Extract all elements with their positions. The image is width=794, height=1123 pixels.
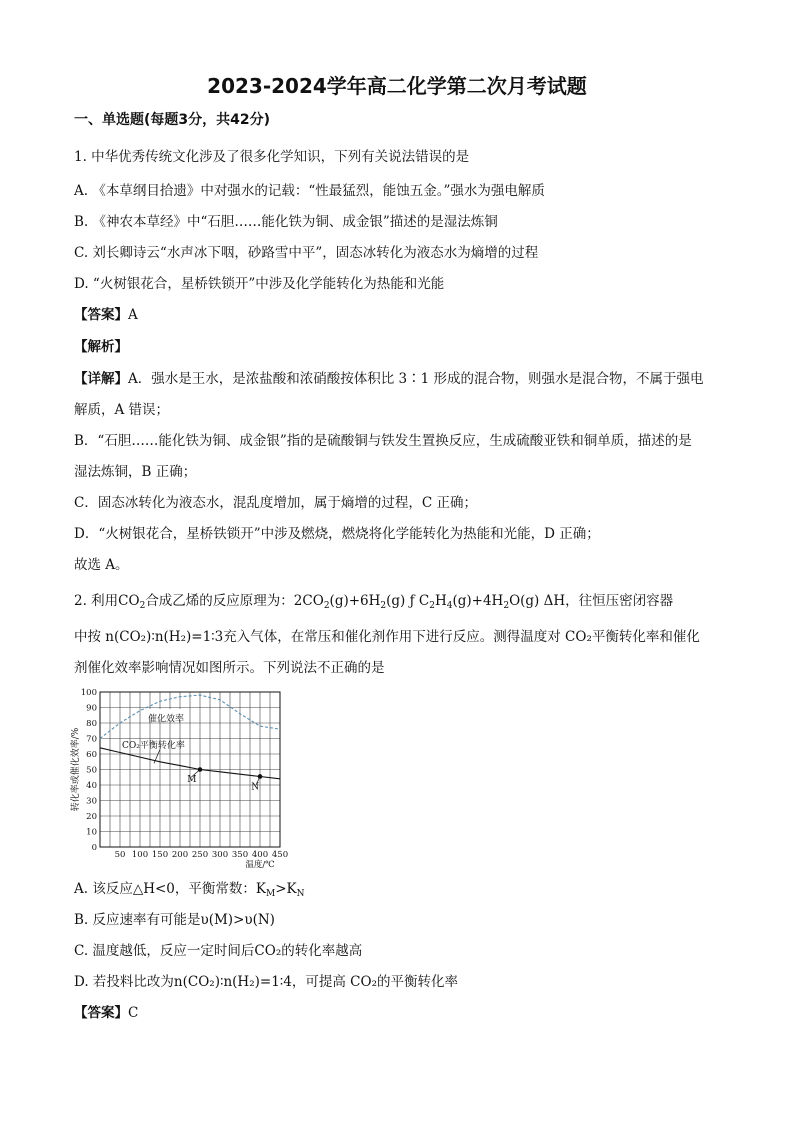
q1-detail-line: 故选 A。 <box>74 557 129 573</box>
q1-detail-line: 解质，A 错误； <box>74 402 170 418</box>
q1-option-d: D. “火树银花合，星桥铁锁开”中涉及化学能转化为热能和光能 <box>74 276 445 292</box>
q2-stem-line: 中按 n(CO₂)∶n(H₂)=1∶3充入气体，在常压和催化剂作用下进行反应。测得温度对 CO₂平衡转化率和催化 <box>74 629 700 645</box>
q1-option-c: C. 刘长卿诗云“水声冰下咽，砂路雪中平”，固态冰转化为液态水为熵增的过程 <box>74 245 539 261</box>
q1-detail-line: D．“火树银花合，星桥铁锁开”中涉及燃烧，燃烧将化学能转化为热能和光能，D 正确； <box>74 526 600 542</box>
series-label-efficiency: 催化效率 <box>148 714 185 725</box>
series-label-conversion: CO₂平衡转化率 <box>122 740 185 751</box>
detail-label: 【详解】 <box>74 371 128 387</box>
x-tick-label: 450 <box>271 850 289 860</box>
data-point-n <box>258 774 263 779</box>
q2-option-a: A. 该反应△H<0，平衡常数：$K_M>K_N$ <box>74 881 305 899</box>
x-tick-label: 100 <box>131 850 149 860</box>
q2-stem-line: 2. 利用$CO_2$合成乙烯的反应原理为：$2CO_2(g)+6H_2(g)$ ƒ $C_2H_4(g)+4H_2O(g)$ ΔH，往恒压密闭容器 <box>74 593 674 611</box>
answer-label: 【答案】 <box>74 1005 128 1021</box>
y-tick-label: 60 <box>86 750 97 760</box>
x-tick-label: 300 <box>211 850 229 860</box>
answer-value: C <box>128 1005 139 1021</box>
y-tick-label: 80 <box>86 719 97 729</box>
answer-value: A <box>128 307 138 323</box>
y-axis-label: 转化率或催化效率/% <box>71 727 81 812</box>
q2-option-c: C. 温度越低，反应一定时间后CO₂的转化率越高 <box>74 943 363 959</box>
y-tick-label: 20 <box>86 812 97 822</box>
q1-detail-line: 【详解】A．强水是王水，是浓盐酸和浓硝酸按体积比 3∶1 形成的混合物，则强水是混合物，不属于强电 <box>74 371 704 387</box>
section-heading: 一、单选题(每题3分，共42分) <box>74 112 271 128</box>
q1-detail-line: B．“石胆……能化铁为铜、成金银”指的是硫酸铜与铁发生置换反应，生成硫酸亚铁和铜单质，描述的是 <box>74 433 692 449</box>
y-tick-label: 10 <box>86 827 97 838</box>
y-tick-label: 50 <box>86 765 97 776</box>
point-label-m: M <box>187 774 197 785</box>
answer-label: 【答案】 <box>74 307 128 323</box>
q1-answer <box>74 306 138 324</box>
q1-analysis-label: 【解析】 <box>74 339 128 355</box>
q2-option-b: B. 反应速率有可能是υ(M)>υ(N) <box>74 912 275 928</box>
q1-option-b: B. 《神农本草经》中“石胆……能化铁为铜、成金银”描述的是湿法炼铜 <box>74 214 498 230</box>
page-title: 2023-2024学年高二化学第二次月考试题 <box>207 74 587 98</box>
y-tick-label: 40 <box>86 781 97 791</box>
y-tick-label: 0 <box>91 843 97 853</box>
x-tick-label: 200 <box>171 850 189 860</box>
q1-option-a: A. 《本草纲目拾遗》中对强水的记载：“性最猛烈，能蚀五金。”强水为强电解质 <box>74 183 545 199</box>
x-tick-label: 350 <box>231 850 249 860</box>
q2-answer <box>74 1004 138 1022</box>
q1-stem: 1. 中华优秀传统文化涉及了很多化学知识，下列有关说法错误的是 <box>74 149 470 165</box>
q2-stem-line: 剂催化效率影响情况如图所示。下列说法不正确的是 <box>74 660 385 676</box>
y-tick-label: 100 <box>80 688 97 698</box>
x-tick-label: 50 <box>114 850 126 860</box>
q1-detail-line: 湿法炼铜，B 正确； <box>74 464 197 480</box>
q1-detail-line: C．固态冰转化为液态水，混乱度增加，属于熵增的过程，C 正确； <box>74 495 477 511</box>
x-tick-label: 150 <box>151 850 169 860</box>
x-tick-label: 400 <box>251 850 269 860</box>
point-label-n: N <box>251 782 260 793</box>
y-tick-label: 70 <box>86 734 97 745</box>
y-tick-label: 30 <box>86 796 97 807</box>
conversion-chart <box>68 684 298 870</box>
x-tick-label: 250 <box>191 850 209 860</box>
y-tick-label: 90 <box>86 703 97 714</box>
x-axis-label: 温度/℃ <box>245 860 275 870</box>
q2-option-d: D. 若投料比改为n(CO₂)∶n(H₂)=1∶4，可提高 CO₂的平衡转化率 <box>74 974 458 990</box>
